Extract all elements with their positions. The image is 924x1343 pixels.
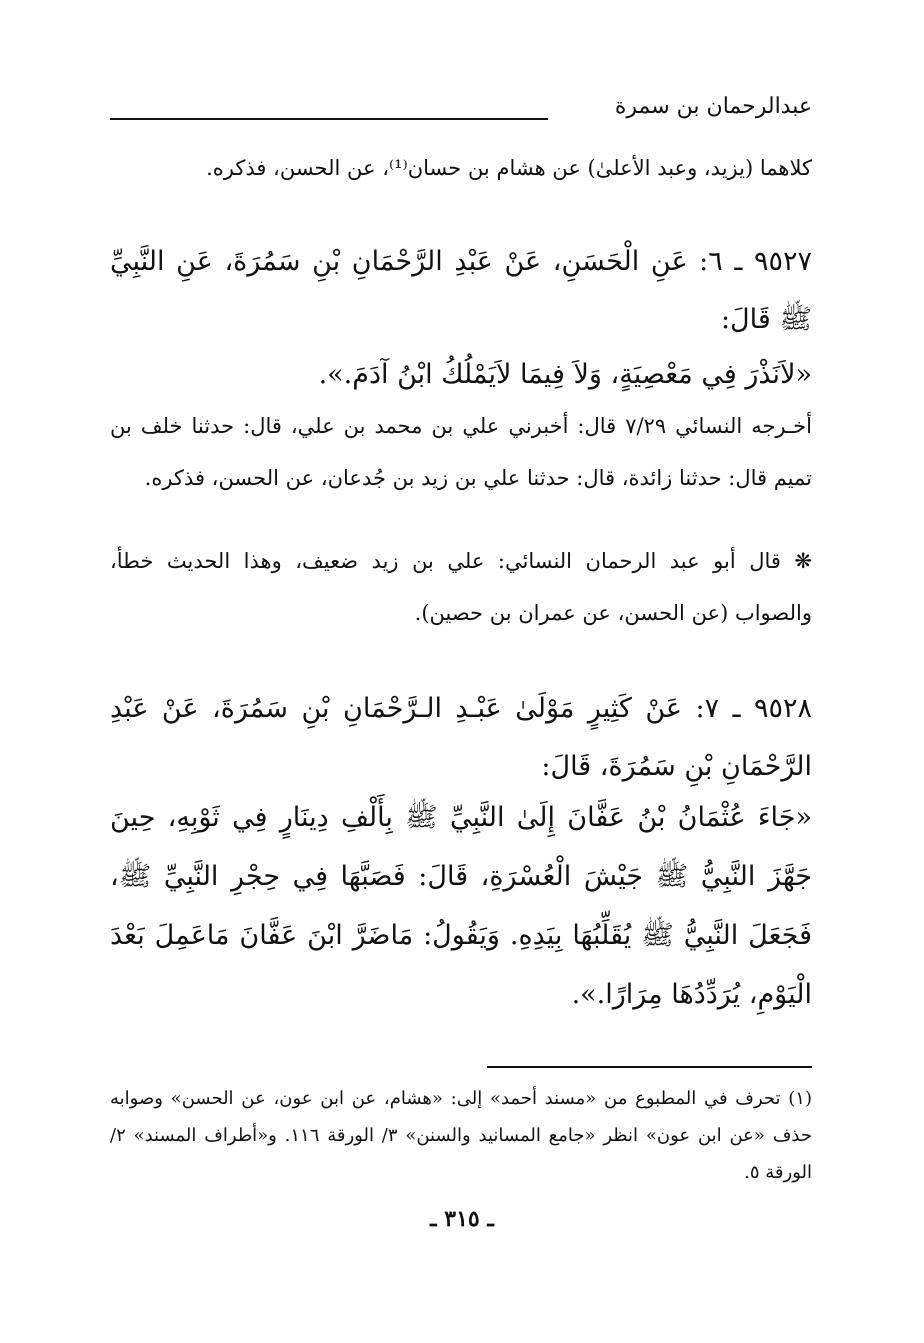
hadith-9527-note: ❋ قال أبو عبد الرحمان النسائي: علي بن زيد ضعيف، وهذا الحديث خطأ، والصواب (عن الحسن، عن عمران بن حصين). — [110, 549, 812, 625]
hadith-9528-text: «جَاءَ عُثْمَانُ بْنُ عَفَّانَ إِلَىٰ النَّبِيِّ ﷺ بِأَلْفِ دِينَارٍ فِي ثَوْبِهِ، حِينَ جَهَّزَ النَّبِيُّ ﷺ جَيْشَ الْعُسْرَةِ، قَالَ: فَصَبَّهَا فِي حِجْرِ النَّبِيِّ ﷺ، فَجَعَلَ النَّبِيُّ ﷺ يُقَلِّبُهَا بِيَدِهِ. وَيَقُولُ: مَاضَرَّ ابْنَ عَفَّانَ مَاعَمِلَ بَعْدَ الْيَوْمِ، يُرَدِّدُهَا مِرَارًا.». — [110, 802, 812, 1010]
running-header — [110, 92, 812, 132]
intro-text: كلاهما (يزيد، وعبد الأعلىٰ) عن هشام بن حسان⁽¹⁾، عن الحسن، فذكره. — [206, 156, 812, 180]
hadith-9527-heading: ٩٥٢٧ ـ ٦: عَنِ الْحَسَنِ، عَنْ عَبْدِ الرَّحْمَانِ بْنِ سَمُرَةَ، عَنِ النَّبِيِّ ﷺ قَالَ: — [110, 246, 813, 335]
hadith-9528-heading: ٩٥٢٨ ـ ٧: عَنْ كَثِيرٍ مَوْلَىٰ عَبْـدِ الـرَّحْمَانِ بْنِ سَمُرَةَ، عَنْ عَبْدِ الرَّحْمَانِ بْنِ سَمُرَةَ، قَالَ: — [110, 693, 812, 782]
footnote-1: (١) تحرف في المطبوع من «مسند أحمد» إلى: «هشام، عن ابن عون، عن الحسن» وصوابه حذف «عن ابن عون» انظر «جامع المسانيد والسنن» ٣/ الورقة ١١٦. و«أطراف المسند» ٢/ الورقة ٥. — [110, 1088, 812, 1183]
header-title: عبدالرحمان بن سمرة — [614, 94, 812, 119]
page-number: ـ ٣١٥ ـ — [430, 1206, 494, 1232]
hadith-9527-text: «لاَنَذْرَ فِي مَعْصِيَةٍ، وَلاَ فِيمَا لاَيَمْلُكُ ابْنُ آدَمَ.». — [318, 359, 812, 390]
hadith-9527-takhrij: أخـرجه النسائي ٧/٢٩ قال: أخبرني علي بن محمد بن علي، قال: حدثنا خلف بن تميم قال: حدثنا زائدة، قال: حدثنا علي بن زيد بن جُدعان، عن الحسن، فذكره. — [110, 414, 812, 490]
footnote-rule — [487, 1066, 812, 1068]
header-rule — [110, 118, 548, 120]
